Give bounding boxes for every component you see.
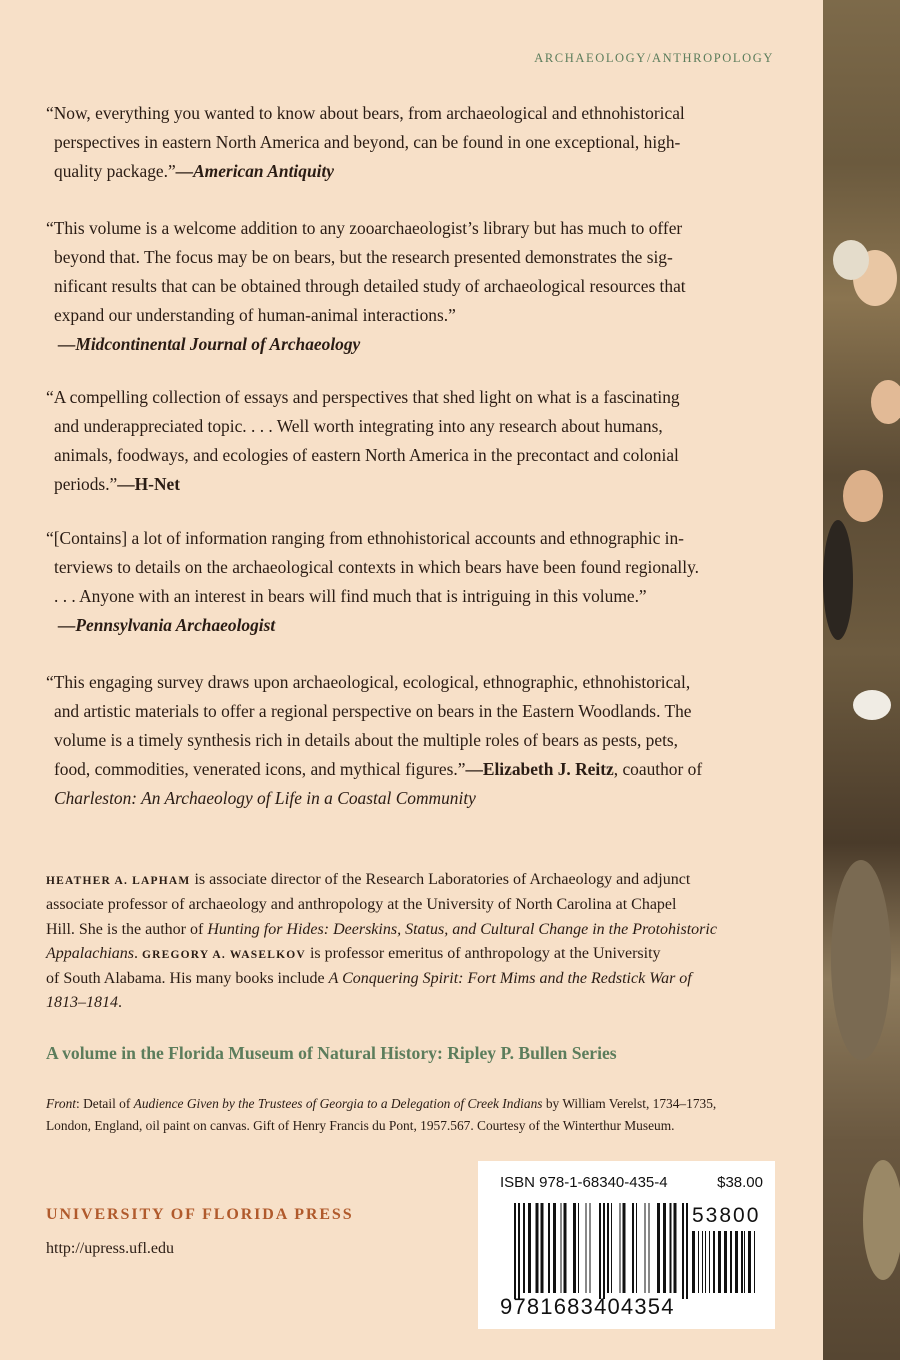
quote-line: expand our understanding of human-animal interactions.”: [54, 305, 456, 325]
book-title: Appalachians: [46, 944, 134, 962]
bio-line: [46, 991, 816, 1015]
ean-left-digits: 781683: [513, 1294, 595, 1319]
credit-line: London, England, oil paint on canvas. Gift of Henry Francis du Pont, 1957.567. Courtesy of the Winterthur Museum.: [46, 1117, 675, 1133]
review-quote: [46, 383, 808, 499]
author-name: GREGORY A. WASELKOV: [142, 948, 306, 961]
bio-text: Hill. She is the author of: [46, 920, 208, 938]
quote-attribution: [46, 611, 808, 640]
review-quote: [46, 668, 808, 813]
author-bios: [46, 868, 816, 1016]
quote-line: terviews to details on the archaeological contexts in which bears have been found regionally.: [54, 557, 699, 577]
quote-source: —H-Net: [117, 474, 181, 494]
credit-text: by William Verelst, 1734–1735,: [542, 1096, 717, 1111]
credit-text: : Detail of: [76, 1096, 134, 1111]
quote-attribution: [46, 330, 808, 359]
bio-text: .: [118, 994, 122, 1012]
quote-text: food, commodities, venerated icons, and mythical figures.”: [54, 759, 466, 779]
quote-line: and artistic materials to offer a regional perspective on bears in the Eastern Woodlands. The: [54, 701, 692, 721]
bio-text: .: [134, 944, 142, 962]
cover-painting-strip: [823, 0, 900, 1360]
quote-line: [46, 755, 808, 784]
quote-line: . . . Anyone with an interest in bears will find much that is intriguing in this volume.”: [54, 586, 647, 606]
book-title: Hunting for Hides: Deerskins, Status, and Cultural Change in the Protohistoric: [207, 920, 717, 938]
review-quote: [46, 524, 808, 640]
publisher-name: UNIVERSITY OF FLORIDA PRESS: [46, 1206, 354, 1223]
review-quote: [46, 99, 808, 186]
publisher-website[interactable]: http://upress.ufl.edu: [46, 1240, 174, 1257]
credit-line: [46, 1093, 806, 1115]
series-line: A volume in the Florida Museum of Natural History: Ripley P. Bullen Series: [46, 1043, 617, 1063]
quote-source-role: , coauthor of: [613, 759, 703, 779]
quote-source: —Elizabeth J. Reitz: [465, 759, 614, 779]
quote-source-book: Charleston: An Archaeology of Life in a Coastal Community: [54, 788, 476, 808]
quote-source: —Pennsylvania Archaeologist: [58, 615, 276, 635]
ean-digits: [500, 1294, 675, 1320]
book-title: A Conquering Spirit: Fort Mims and the Redstick War of: [328, 970, 692, 988]
category-label: ARCHAEOLOGY/ANTHROPOLOGY: [534, 51, 774, 65]
price-addon-digits: 53800: [692, 1204, 761, 1227]
bio-line: [46, 967, 816, 991]
quote-line: and underappreciated topic. . . . Well worth integrating into any research about humans,: [54, 416, 663, 436]
bio-text: of South Alabama. His many books include: [46, 970, 329, 988]
quote-source: —American Antiquity: [175, 161, 334, 181]
quote-line: volume is a timely synthesis rich in details about the multiple roles of bears as pests, pets,: [54, 730, 679, 750]
quote-line: [46, 470, 808, 499]
quote-line: “This engaging survey draws upon archaeological, ecological, ethnographic, ethnohistorical,: [46, 672, 691, 692]
ean-first-digit: 9: [500, 1294, 514, 1319]
book-title: 1813–1814: [46, 994, 118, 1012]
bio-line: [46, 918, 816, 942]
quote-line: beyond that. The focus may be on bears, but the research presented demonstrates the sig-: [54, 247, 673, 267]
isbn-text: ISBN 978-1-68340-435-4: [500, 1174, 668, 1191]
bio-line: associate professor of archaeology and anthropology at the University of North Carolina at Chapel: [46, 896, 677, 914]
quote-line: “Now, everything you wanted to know about bears, from archaeological and ethnohistorical: [46, 103, 685, 123]
quote-line: nificant results that can be obtained through detailed study of archaeological resources that: [54, 276, 686, 296]
painting-title: Audience Given by the Trustees of Georgia to a Delegation of Creek Indians: [133, 1096, 543, 1111]
bio-line: [46, 942, 816, 967]
cover-credit: [46, 1093, 806, 1136]
review-quote: [46, 214, 808, 359]
barcode-panel: [478, 1161, 775, 1329]
quote-line: animals, foodways, and ecologies of eastern North America in the precontact and colonial: [54, 445, 679, 465]
quote-line: [46, 157, 808, 186]
quote-line: [46, 784, 808, 813]
credit-label: Front: [46, 1096, 77, 1111]
quote-line: “A compelling collection of essays and perspectives that shed light on what is a fascinating: [46, 387, 680, 407]
quote-line: perspectives in eastern North America and beyond, can be found in one exceptional, high-: [54, 132, 681, 152]
quote-line: “This volume is a welcome addition to any zooarchaeologist’s library but has much to offer: [46, 218, 683, 238]
quote-source: —Midcontinental Journal of Archaeology: [58, 334, 361, 354]
ean-right-digits: 404354: [594, 1294, 675, 1319]
author-name: HEATHER A. LAPHAM: [46, 875, 191, 887]
price-text: $38.00: [717, 1174, 763, 1191]
bio-text: is associate director of the Research Laboratories of Archaeology and adjunct: [190, 871, 691, 888]
quote-text: periods.”: [54, 474, 118, 494]
quote-line: “[Contains] a lot of information ranging from ethnohistorical accounts and ethnographic in-: [46, 528, 684, 548]
quote-text: quality package.”: [54, 161, 176, 181]
bio-text: is professor emeritus of anthropology at the University: [305, 944, 661, 962]
bio-line: [46, 868, 816, 893]
